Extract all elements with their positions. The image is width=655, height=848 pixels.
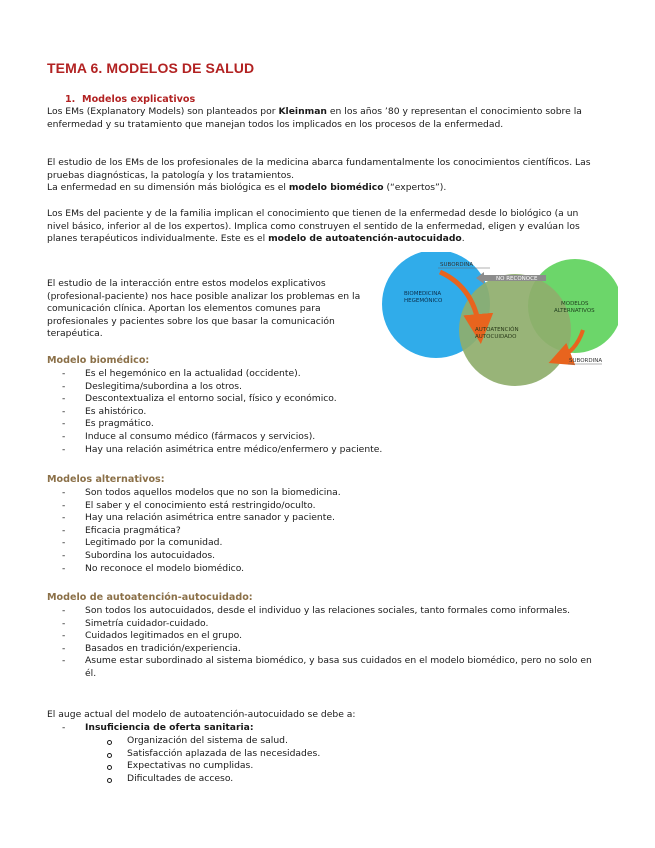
- intro-p2-text: El estudio de los EMs de los profesionales de la medicina abarca fundamentalmente los conocimientos científicos. Las pruebas diagnósticas, la patología y los tratamientos.: [47, 157, 591, 181]
- page-title: TEMA 6. MODELOS DE SALUD: [47, 60, 255, 76]
- subordina-top-label: SUBORDINA: [440, 262, 474, 268]
- section-label: Modelos explicativos: [82, 94, 196, 105]
- list-item: - Son todos aquellos modelos que no son la biomedicina.: [47, 487, 603, 500]
- list-item: Satisfacción aplazada de las necesidades.: [47, 748, 603, 761]
- intro-paragraph-2: [47, 157, 603, 195]
- list-item: - Es pragmático.: [47, 418, 603, 431]
- intro-paragraph-1: [47, 106, 603, 131]
- alternativos-label: ALTERNATIVOS: [554, 308, 595, 314]
- hegemonico-label: HEGEMÓNICO: [404, 298, 443, 304]
- subordina-bottom-label: SUBORDINA: [569, 358, 603, 364]
- kleinman-name: Kleinman: [278, 106, 327, 117]
- autoatencion-label: AUTOATENCIÓN: [475, 327, 519, 333]
- modelo-biomedico-term: modelo biomédico: [288, 182, 384, 194]
- intro-p2-line2-end: (“expertos”).: [383, 182, 447, 194]
- list-item: - Induce al consumo médico (fármacos y servicios).: [47, 431, 603, 444]
- list-autoatencion: [47, 605, 603, 681]
- heading-modelos-alternativos: Modelos alternativos:: [47, 474, 165, 485]
- biomedicina-label: BIOMEDICINA: [404, 291, 442, 297]
- section-heading-modelos-explicativos: [65, 94, 195, 107]
- list-auge-subitems: [47, 735, 603, 785]
- intro-p3-text: Los EMs del paciente y de la familia implican el conocimiento que tienen de la enfermedad desde lo biológico (a un nivel básico, inferior al de los expertos). Implica como construyen el sentido de la enfermedad, eligen y evalúan los planes terapéuticos individualmente. Este es el: [47, 208, 580, 245]
- intro-p1-text-end: en los años ’80 y representan el conocimiento sobre la enfermedad y su tratamiento que manejan todos los implicados en los procesos de la enfermedad.: [47, 106, 582, 130]
- list-alternativos: [47, 487, 603, 575]
- intro-p1-text: Los EMs (Explanatory Models) son planteados por: [47, 106, 279, 117]
- list-item: - Basados en tradición/experiencia.: [47, 643, 603, 656]
- heading-modelo-biomedico: Modelo biomédico:: [47, 355, 150, 366]
- list-item: - Es ahistórico.: [47, 406, 603, 419]
- insuficiencia-oferta: Insuficiencia de oferta sanitaria:: [85, 722, 254, 733]
- list-item: [47, 722, 603, 735]
- list-item: - Simetría cuidador-cuidado.: [47, 618, 603, 631]
- list-item: - Cuidados legitimados en el grupo.: [47, 630, 603, 643]
- modelos-label: MODELOS: [561, 301, 589, 307]
- list-item: Dificultades de acceso.: [47, 773, 603, 786]
- no-reconoce-label: NO RECONOCE: [496, 276, 538, 282]
- list-item: - El saber y el conocimiento está restringido/oculto.: [47, 500, 603, 513]
- list-item: - Eficacia pragmática?: [47, 525, 603, 538]
- list-item: - Asume estar subordinado al sistema biomédico, y basa sus cuidados en el modelo biomédico, pero no solo en él.: [47, 655, 603, 680]
- list-item: - Hay una relación asimétrica entre médico/enfermero y paciente.: [47, 444, 603, 457]
- list-item: - Son todos los autocuidados, desde el individuo y las relaciones sociales, tanto formales como informales.: [47, 605, 603, 618]
- list-item: - No reconoce el modelo biomédico.: [47, 563, 603, 576]
- auge-paragraph: El auge actual del modelo de autoatención-autocuidado se debe a:: [47, 709, 356, 720]
- list-item: - Es el hegemónico en la actualidad (occidente).: [47, 368, 603, 381]
- section-number: 1.: [65, 94, 76, 105]
- list-item: - Hay una relación asimétrica entre sanador y paciente.: [47, 512, 603, 525]
- list-item: - Descontextualiza el entorno social, físico y económico.: [47, 393, 603, 406]
- list-item: - Deslegitima/subordina a los otros.: [47, 381, 603, 394]
- modelo-autoatencion-term: modelo de autoatención-autocuidado: [268, 233, 462, 245]
- list-auge: [47, 722, 603, 735]
- autocuidado-label: AUTOCUIDADO: [475, 334, 517, 340]
- list-item: Expectativas no cumplidas.: [47, 760, 603, 773]
- intro-paragraph-4: El estudio de la interacción entre estos modelos explicativos (profesional-paciente) nos hace posible analizar los problemas en la comunicación clínica. Aportan los elementos comunes para profesionales y pacientes sobre los que basar la comunicación terapéutica.: [47, 278, 361, 340]
- intro-p2-line2: La enfermedad en su dimensión más biológica es el: [47, 182, 289, 194]
- list-item: - Subordina los autocuidados.: [47, 550, 603, 563]
- heading-modelo-autoatencion: Modelo de autoatención-autocuidado:: [47, 592, 253, 603]
- intro-paragraph-3: [47, 208, 603, 246]
- list-item: Organización del sistema de salud.: [47, 735, 603, 748]
- health-models-diagram: [378, 252, 618, 387]
- intro-p3-text-end: .: [461, 233, 465, 245]
- list-item: - Legitimado por la comunidad.: [47, 537, 603, 550]
